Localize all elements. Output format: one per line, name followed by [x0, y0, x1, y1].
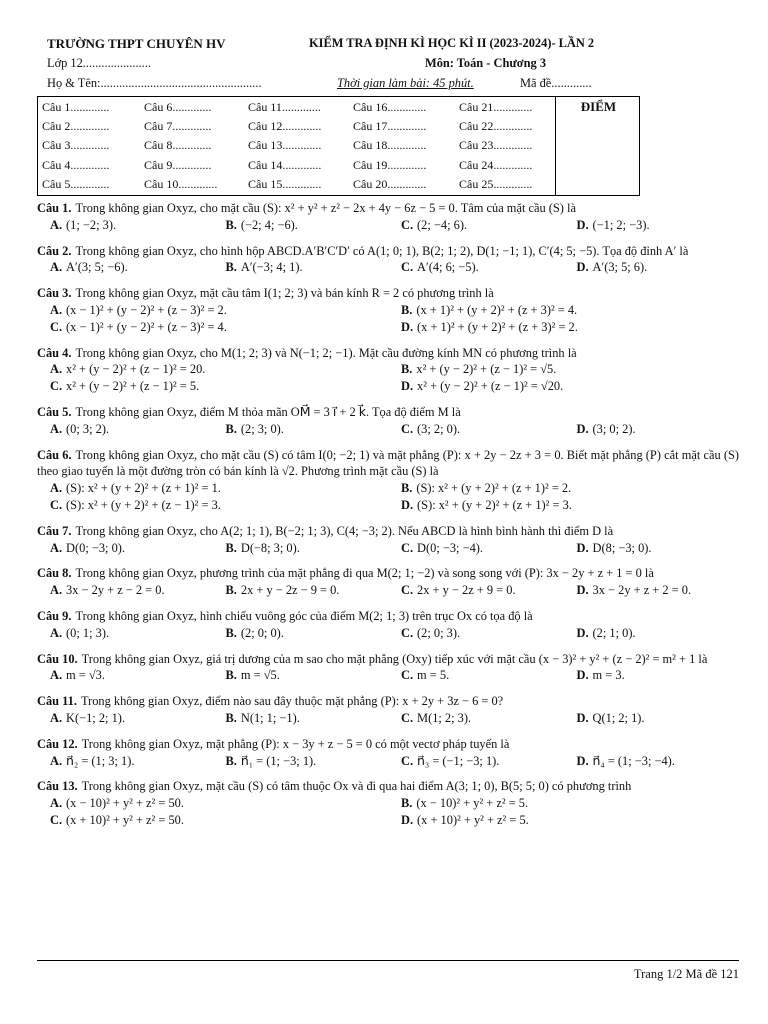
option-text: x² + (y − 2)² + (z − 1)² = 20.: [66, 362, 206, 377]
answer-options: [37, 480, 739, 514]
option-text: (−2; 4; −6).: [240, 217, 298, 232]
answer-option[interactable]: [388, 259, 564, 276]
option-letter: B.: [225, 710, 237, 725]
option-letter: B.: [401, 362, 413, 377]
answer-cell[interactable]: Câu 6.............: [144, 100, 212, 114]
answer-option[interactable]: [388, 378, 739, 395]
question-stem: [37, 404, 739, 421]
answer-cell[interactable]: Câu 9.............: [144, 157, 212, 172]
option-letter: A.: [50, 710, 63, 725]
option-text: (1; −2; 3).: [66, 217, 117, 232]
answer-grid: [42, 100, 550, 196]
question-text: Trong không gian Oxyz, cho A(2; 1; 1), B(−2; 1; 3), C(4; −3; 2). Nếu ABCD là hình bình hành thì điểm D là: [75, 523, 614, 538]
answer-row: [42, 158, 550, 177]
answer-option[interactable]: [388, 480, 739, 497]
answer-cell[interactable]: Câu 15.............: [248, 176, 322, 191]
option-text: m = 5.: [417, 668, 450, 683]
option-text: M(1; 2; 3).: [417, 710, 472, 725]
option-letter: D.: [576, 753, 589, 768]
exam-code-field: Mã đề.............: [520, 76, 592, 90]
option-letter: A.: [50, 302, 63, 317]
question: [37, 736, 739, 770]
option-text: (2; 0; 0).: [240, 625, 284, 640]
option-text: 3x − 2y + z + 2 = 0.: [592, 583, 692, 598]
answer-options: [37, 540, 739, 557]
answer-option[interactable]: [564, 421, 740, 438]
answer-option[interactable]: [213, 710, 389, 727]
question-text: Trong không gian Oxyz, mặt cầu tâm I(1; 2; 3) và bán kính R = 2 có phương trình là: [75, 286, 494, 301]
answer-option[interactable]: [564, 540, 740, 557]
answer-option[interactable]: [37, 217, 213, 234]
answer-option[interactable]: [388, 361, 739, 378]
option-letter: B.: [401, 302, 413, 317]
question: [37, 651, 739, 685]
question-label: Câu 11.: [37, 694, 77, 709]
answer-option[interactable]: [37, 667, 213, 684]
option-text: m = √5.: [240, 668, 280, 683]
question-label: Câu 8.: [37, 566, 72, 581]
option-letter: B.: [225, 583, 237, 598]
option-letter: C.: [401, 260, 414, 275]
option-text: (2; −4; 6).: [417, 217, 468, 232]
question-list: [37, 200, 739, 838]
option-text: (S): x² + (y + 2)² + (z − 1)² = 3.: [66, 497, 221, 512]
option-text: x² + (y − 2)² + (z − 1)² = √5.: [416, 362, 557, 377]
answer-option[interactable]: [213, 421, 389, 438]
question-text: Trong không gian Oxyz, hình chiếu vuông góc của điểm M(2; 1; 3) trên trục Ox có tọa độ là: [75, 608, 533, 623]
answer-option[interactable]: [564, 753, 740, 770]
answer-options: [37, 625, 739, 642]
answer-option[interactable]: [213, 540, 389, 557]
option-text: (x + 1)² + (y + 2)² + (z + 3)² = 4.: [416, 302, 578, 317]
option-text: A′(3; 5; −6).: [66, 260, 128, 275]
answer-row: [42, 100, 550, 119]
question-text: Trong không gian Oxyz, cho M(1; 2; 3) và N(−1; 2; −1). Mặt cầu đường kính MN có phương trình là: [75, 345, 577, 360]
option-letter: A.: [50, 796, 63, 811]
option-text: (x + 10)² + y² + z² = 5.: [417, 812, 529, 827]
option-text: m = 3.: [592, 668, 625, 683]
answer-option[interactable]: [388, 795, 739, 812]
option-letter: D.: [576, 710, 589, 725]
answer-options: [37, 795, 739, 829]
option-letter: B.: [225, 260, 237, 275]
option-letter: A.: [50, 753, 63, 768]
answer-option[interactable]: [37, 421, 213, 438]
option-text: D(−8; 3; 0).: [240, 540, 300, 555]
answer-option[interactable]: [37, 302, 388, 319]
answer-option[interactable]: [37, 582, 213, 599]
answer-cell[interactable]: Câu 13.............: [248, 138, 322, 153]
option-letter: C.: [401, 625, 414, 640]
subject-line: Môn: Toán - Chương 3: [425, 56, 547, 70]
option-text: n⃗₃ = (−1; −3; 1).: [417, 753, 500, 768]
question-label: Câu 2.: [37, 243, 72, 258]
answer-option[interactable]: [564, 625, 740, 642]
option-text: (x − 10)² + y² + z² = 5.: [416, 796, 529, 811]
question: [37, 565, 739, 599]
option-letter: B.: [225, 540, 237, 555]
question: [37, 345, 739, 395]
question-stem: [37, 243, 739, 260]
option-letter: D.: [576, 217, 589, 232]
answer-options: [37, 217, 739, 234]
option-letter: B.: [401, 796, 413, 811]
answer-row: [42, 177, 550, 196]
question: [37, 243, 739, 277]
option-text: (−1; 2; −3).: [592, 217, 650, 232]
answer-option[interactable]: [213, 753, 389, 770]
answer-cell[interactable]: Câu 7.............: [144, 119, 212, 134]
time-limit: Thời gian làm bài: 45 phút.: [337, 76, 474, 90]
option-text: (S): x² + (y + 2)² + (z + 1)² = 2.: [416, 481, 572, 496]
option-text: (S): x² + (y + 2)² + (z + 1)² = 1.: [66, 481, 221, 496]
answer-options: [37, 421, 739, 438]
exam-title: KIỂM TRA ĐỊNH KÌ HỌC KÌ II (2023-2024)- LẦN 2: [309, 36, 595, 50]
question-stem: [37, 447, 739, 481]
option-letter: D.: [401, 379, 414, 394]
option-letter: A.: [50, 481, 63, 496]
footer-divider: [37, 960, 739, 961]
option-letter: C.: [401, 421, 414, 436]
answer-cell[interactable]: Câu 25.............: [459, 176, 533, 191]
option-letter: A.: [50, 362, 63, 377]
option-letter: D.: [576, 625, 589, 640]
answer-option[interactable]: [388, 302, 739, 319]
answer-option[interactable]: [388, 497, 739, 514]
option-text: D(8; −3; 0).: [592, 540, 652, 555]
option-letter: C.: [401, 710, 414, 725]
question-text: Trong không gian Oxyz, điểm M thỏa mãn OM⃗ = 3 i⃗ + 2 k⃗. Tọa độ điểm M là: [75, 404, 461, 419]
answer-options: [37, 753, 739, 770]
answer-option[interactable]: [37, 812, 388, 829]
option-text: (2; 1; 0).: [592, 625, 636, 640]
answer-cell[interactable]: Câu 3.............: [42, 138, 110, 153]
option-text: D(0; −3; −4).: [417, 540, 483, 555]
answer-option[interactable]: [388, 540, 564, 557]
question-label: Câu 12.: [37, 736, 78, 751]
answer-cell[interactable]: Câu 17.............: [353, 119, 427, 134]
option-letter: A.: [50, 260, 63, 275]
answer-option[interactable]: [213, 625, 389, 642]
option-text: (2; 3; 0).: [240, 421, 284, 436]
option-text: n⃗₄ = (1; −3; −4).: [592, 753, 675, 768]
option-text: (x − 1)² + (y − 2)² + (z − 3)² = 4.: [66, 319, 227, 334]
answer-options: [37, 361, 739, 395]
answer-cell[interactable]: Câu 20.............: [353, 176, 427, 191]
option-letter: D.: [401, 319, 414, 334]
option-text: (3; 0; 2).: [592, 421, 636, 436]
option-letter: C.: [50, 497, 63, 512]
question-stem: [37, 778, 739, 795]
option-letter: D.: [576, 540, 589, 555]
option-text: (x + 1)² + (y + 2)² + (z + 3)² = 2.: [417, 319, 578, 334]
answer-options: [37, 259, 739, 276]
option-text: (3; 2; 0).: [417, 421, 461, 436]
option-letter: D.: [401, 497, 414, 512]
question-stem: [37, 200, 739, 217]
question-label: Câu 9.: [37, 608, 72, 623]
answer-options: [37, 667, 739, 684]
option-text: (0; 1; 3).: [66, 625, 110, 640]
answer-option[interactable]: [37, 753, 213, 770]
answer-cell[interactable]: Câu 4.............: [42, 157, 110, 172]
answer-cell[interactable]: Câu 18.............: [353, 138, 427, 153]
answer-row: [42, 119, 550, 138]
question-stem: [37, 651, 739, 668]
exam-header: [37, 36, 739, 96]
option-letter: A.: [50, 540, 63, 555]
option-letter: A.: [50, 583, 63, 598]
question-label: Câu 4.: [37, 345, 72, 360]
answer-option[interactable]: [37, 319, 388, 336]
option-letter: B.: [225, 217, 237, 232]
option-text: D(0; −3; 0).: [66, 540, 125, 555]
option-text: (S): x² + (y + 2)² + (z + 1)² = 3.: [417, 497, 572, 512]
answer-option[interactable]: [37, 361, 388, 378]
question-text: Trong không gian Oxyz, cho mặt cầu (S): x² + y² + z² − 2x + 4y − 6z − 5 = 0. Tâm của mặt cầu (S) là: [75, 201, 576, 215]
option-letter: B.: [225, 421, 237, 436]
option-letter: A.: [50, 625, 63, 640]
option-text: 2x + y − 2z + 9 = 0.: [417, 583, 516, 598]
option-letter: C.: [401, 583, 414, 598]
answer-option[interactable]: [388, 421, 564, 438]
question: [37, 693, 739, 727]
answer-row: [42, 138, 550, 157]
answer-cell[interactable]: Câu 19.............: [353, 157, 427, 172]
answer-options: [37, 710, 739, 727]
option-text: n⃗₁ = (1; −3; 1).: [240, 753, 317, 768]
answer-cell[interactable]: Câu 24.............: [459, 157, 533, 172]
name-field: Họ & Tên:....................................................: [47, 76, 262, 90]
answer-option[interactable]: [37, 378, 388, 395]
option-letter: D.: [401, 812, 414, 827]
option-text: (x + 10)² + y² + z² = 50.: [66, 812, 184, 827]
option-letter: B.: [225, 625, 237, 640]
question: [37, 285, 739, 335]
answer-option[interactable]: [388, 667, 564, 684]
question-label: Câu 13.: [37, 779, 78, 794]
option-text: A′(4; 6; −5).: [417, 260, 479, 275]
answer-option[interactable]: [564, 582, 740, 599]
option-letter: B.: [225, 668, 237, 683]
answer-option[interactable]: [37, 259, 213, 276]
question-text: Trong không gian Oxyz, điểm nào sau đây thuộc mặt phẳng (P): x + 2y + 3z − 6 = 0?: [80, 694, 504, 709]
answer-cell[interactable]: Câu 21.............: [459, 100, 533, 114]
question: [37, 608, 739, 642]
question-text: Trong không gian Oxyz, giá trị dương của m sao cho mặt phẳng (Oxy) tiếp xúc với mặt cầu (x − 3)² + y² + (z − 2)² = m² + 1 là: [81, 651, 708, 666]
answer-option[interactable]: [388, 582, 564, 599]
answer-option[interactable]: [37, 710, 213, 727]
answer-option[interactable]: [37, 480, 388, 497]
option-letter: C.: [50, 319, 63, 334]
answer-options: [37, 582, 739, 599]
score-label: ĐIỂM: [580, 99, 617, 114]
answer-options: [37, 302, 739, 336]
question-text: Trong không gian Oxyz, cho hình hộp ABCD.A′B′C′D′ có A(1; 0; 1), B(2; 1; 2), D(1; −1; 1), C′(4; 5; −5). Tọa độ đỉnh A′ là: [75, 243, 689, 258]
class-field: Lớp 12......................: [47, 56, 151, 70]
answer-option[interactable]: [564, 710, 740, 727]
option-letter: D.: [576, 260, 589, 275]
question-text: Trong không gian Oxyz, cho mặt cầu (S) có tâm I(0; −2; 1) và mặt phẳng (P): x + 2y − 2z + 3 = 0. Biết mặt phẳng (P) cắt mặt cầu (S) theo giao tuyến là một đường tròn có bán kính là √2. Phương trình mặt cầu (S) là: [37, 447, 739, 479]
answer-option[interactable]: [388, 319, 739, 336]
option-text: K(−1; 2; 1).: [66, 710, 125, 725]
answer-option[interactable]: [213, 582, 389, 599]
option-letter: C.: [401, 540, 414, 555]
answer-option[interactable]: [213, 667, 389, 684]
answer-sheet: [37, 96, 640, 196]
option-text: x² + (y − 2)² + (z − 1)² = 5.: [66, 379, 200, 394]
option-text: A′(3; 5; 6).: [592, 260, 648, 275]
question-stem: [37, 523, 739, 540]
question: [37, 404, 739, 438]
question-label: Câu 7.: [37, 523, 72, 538]
option-letter: C.: [401, 217, 414, 232]
question-label: Câu 6.: [37, 447, 72, 462]
answer-option[interactable]: [37, 540, 213, 557]
option-letter: D.: [576, 583, 589, 598]
answer-option[interactable]: [37, 497, 388, 514]
answer-cell[interactable]: Câu 23.............: [459, 138, 533, 153]
option-letter: A.: [50, 217, 63, 232]
option-text: N(1; 1; −1).: [240, 710, 300, 725]
question-stem: [37, 736, 739, 753]
option-text: 2x + y − 2z − 9 = 0.: [240, 583, 340, 598]
option-letter: A.: [50, 421, 63, 436]
answer-option[interactable]: [564, 667, 740, 684]
option-text: m = √3.: [66, 668, 105, 683]
option-text: x² + (y − 2)² + (z − 1)² = √20.: [417, 379, 564, 394]
answer-cell[interactable]: Câu 5.............: [42, 176, 110, 191]
answer-option[interactable]: [388, 625, 564, 642]
answer-option[interactable]: [388, 217, 564, 234]
option-text: 3x − 2y + z − 2 = 0.: [66, 583, 165, 598]
answer-option[interactable]: [388, 753, 564, 770]
question-stem: [37, 693, 739, 710]
option-text: Q(1; 2; 1).: [592, 710, 645, 725]
option-letter: B.: [401, 481, 413, 496]
question-label: Câu 5.: [37, 404, 72, 419]
answer-cell[interactable]: Câu 10.............: [144, 176, 218, 191]
score-box: [555, 96, 641, 196]
answer-cell[interactable]: Câu 11.............: [248, 100, 321, 114]
option-text: n⃗₂ = (1; 3; 1).: [66, 753, 135, 768]
question: [37, 523, 739, 557]
answer-option[interactable]: [388, 710, 564, 727]
option-text: (x − 10)² + y² + z² = 50.: [66, 796, 184, 811]
answer-option[interactable]: [37, 625, 213, 642]
answer-option[interactable]: [213, 217, 389, 234]
option-letter: D.: [576, 421, 589, 436]
answer-option[interactable]: [564, 217, 740, 234]
answer-cell[interactable]: Câu 16.............: [353, 100, 427, 114]
answer-cell[interactable]: Câu 22.............: [459, 119, 533, 134]
option-letter: C.: [401, 753, 414, 768]
question-stem: [37, 565, 739, 582]
school-name: TRƯỜNG THPT CHUYÊN HV: [47, 36, 226, 51]
answer-cell[interactable]: Câu 14.............: [248, 157, 322, 172]
answer-option[interactable]: [37, 795, 388, 812]
option-letter: C.: [50, 812, 63, 827]
option-letter: D.: [576, 668, 589, 683]
option-text: (2; 0; 3).: [417, 625, 461, 640]
question-text: Trong không gian Oxyz, mặt phẳng (P): x − 3y + z − 5 = 0 có một vectơ pháp tuyến là: [81, 736, 510, 751]
option-letter: B.: [225, 753, 237, 768]
question: [37, 447, 739, 514]
question: [37, 200, 739, 234]
question-stem: [37, 345, 739, 362]
question-label: Câu 10.: [37, 651, 78, 666]
answer-option[interactable]: [213, 259, 389, 276]
option-letter: C.: [50, 379, 63, 394]
question-label: Câu 3.: [37, 286, 72, 301]
answer-cell[interactable]: Câu 1.............: [42, 100, 110, 114]
question-stem: [37, 285, 739, 302]
question-label: Câu 1.: [37, 201, 72, 215]
page-footer: Trang 1/2 Mã đề 121: [633, 967, 739, 981]
answer-cell[interactable]: Câu 12.............: [248, 119, 322, 134]
question-text: Trong không gian Oxyz, phương trình của mặt phẳng đi qua M(2; 1; −2) và song song với (P): 3x − 2y + z + 1 = 0 là: [75, 566, 654, 581]
answer-option[interactable]: [388, 812, 739, 829]
question: [37, 778, 739, 828]
answer-cell[interactable]: Câu 8.............: [144, 138, 212, 153]
option-text: (x − 1)² + (y − 2)² + (z − 3)² = 2.: [66, 302, 227, 317]
option-text: A′(−3; 4; 1).: [240, 260, 303, 275]
option-letter: C.: [401, 668, 414, 683]
question-text: Trong không gian Oxyz, mặt cầu (S) có tâm thuộc Ox và đi qua hai điểm A(3; 1; 0), B(5; 5; 0) có phương trình: [81, 779, 632, 794]
answer-option[interactable]: [564, 259, 740, 276]
answer-cell[interactable]: Câu 2.............: [42, 119, 110, 134]
option-letter: A.: [50, 668, 63, 683]
option-text: (0; 3; 2).: [66, 421, 110, 436]
question-stem: [37, 608, 739, 625]
